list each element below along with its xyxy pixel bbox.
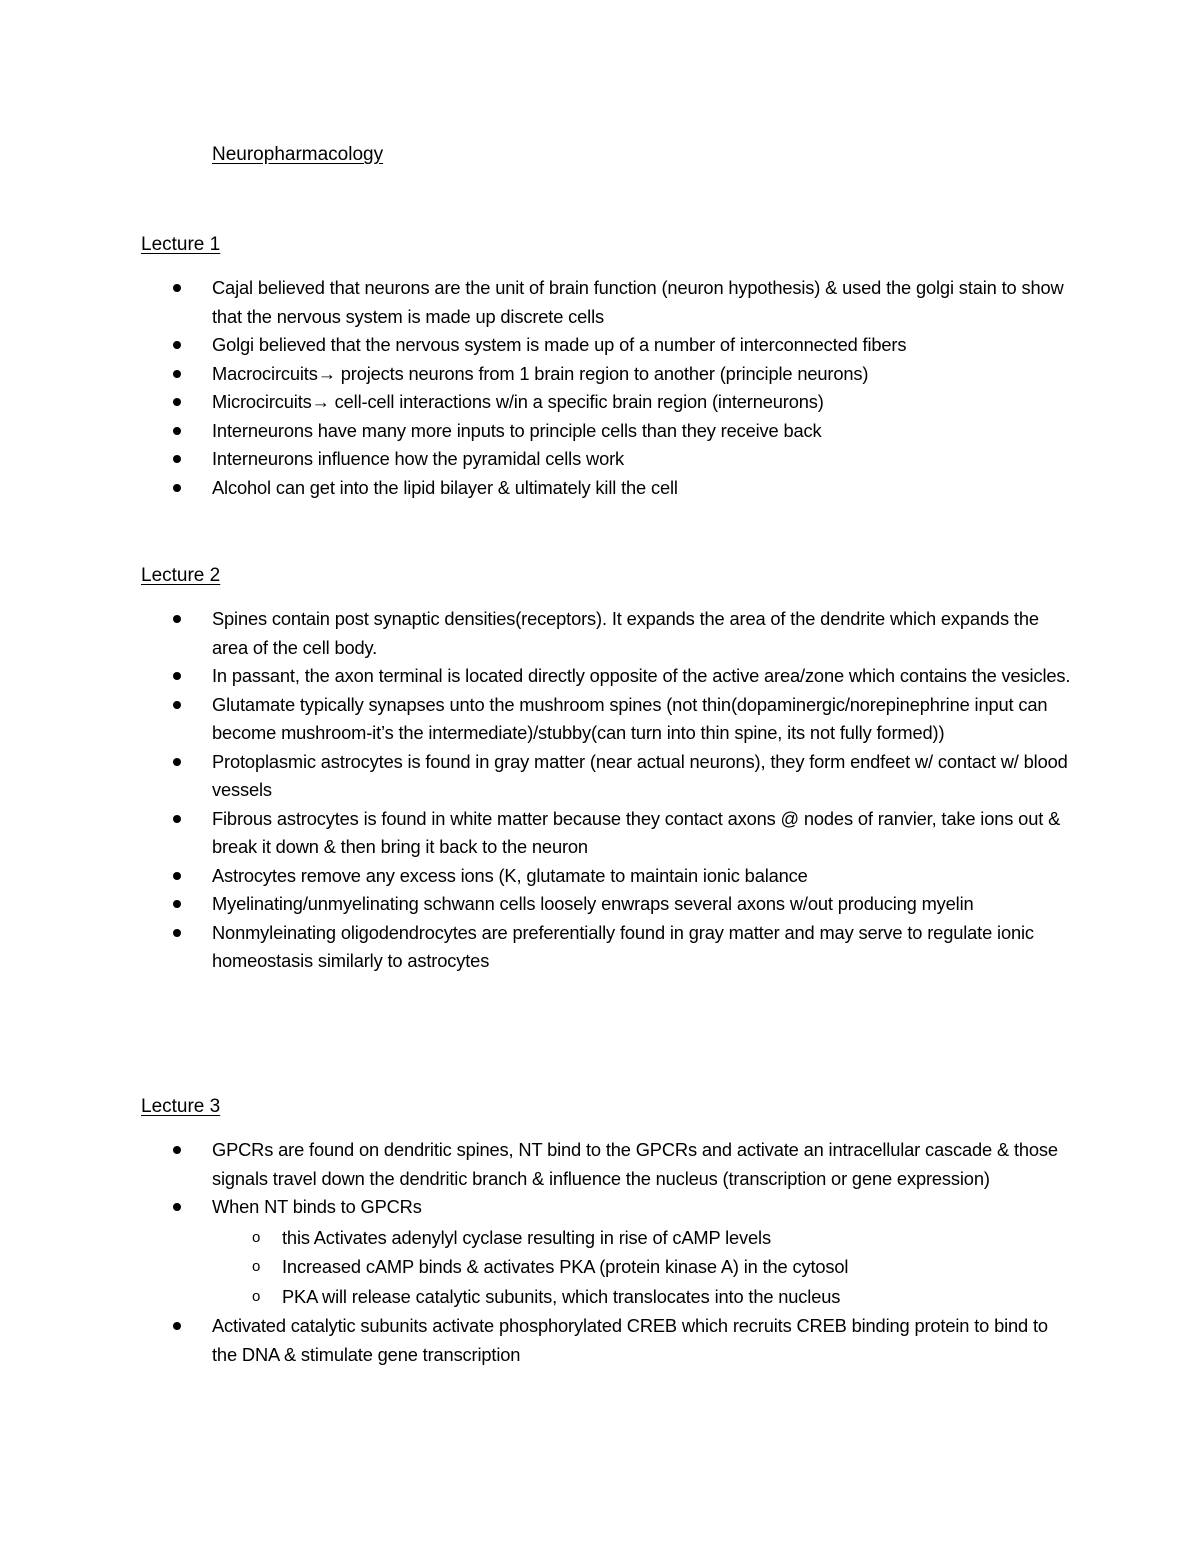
hollow-bullet-icon: o [252,1258,261,1275]
list-item-text: GPCRs are found on dendritic spines, NT bind to the GPCRs and activate an intracellular cascade & those signals travel down the dendritic branch & influence the nucleus (transcription or gene expression) [212,1139,1058,1189]
list-item-text: Myelinating/unmyelinating schwann cells loosely enwraps several axons w/out producing myelin [212,893,974,914]
sub-list-item-text: this Activates adenylyl cyclase resulting in rise of cAMP levels [282,1226,771,1248]
list-item [141,919,1071,976]
list-item [141,1312,1071,1369]
bullet-icon [173,872,181,880]
list-item-text: Microcircuits→ cell-cell interactions w/in a specific brain region (interneurons) [212,391,824,412]
list-item [141,274,1071,331]
bullet-list [141,274,1071,502]
bullet-icon [173,341,181,349]
bullet-icon [173,758,181,766]
list-item [141,417,1071,446]
list-item-text: Macrocircuits→ projects neurons from 1 brain region to another (principle neurons) [212,362,869,384]
bullet-icon [173,672,181,680]
sub-list-item [212,1282,1071,1312]
section-heading: Lecture 2 [141,565,221,586]
list-item-text: Spines contain post synaptic densities(receptors). It expands the area of the dendrite which expands the area of the cell body. [212,608,1039,658]
list-item [141,1136,1071,1193]
list-item-text: Protoplasmic astrocytes is found in gray matter (near actual neurons), they form endfeet w/ contact w/ blood vessels [212,750,1068,800]
list-item-text: Glutamate typically synapses unto the mushroom spines (not thin(dopaminergic/norepinephrine input can become mushroom-it’s the intermediate)/stubby(can turn into thin spine, its not fully formed)) [212,693,1048,743]
bullet-icon [173,900,181,908]
list-item [141,605,1071,662]
list-item-text: Alcohol can get into the lipid bilayer & ultimately kill the cell [212,476,678,498]
bullet-icon [173,1146,181,1154]
section-heading: Lecture 1 [141,234,221,255]
hollow-bullet-icon: o [252,1228,261,1246]
bullet-icon [173,455,181,463]
list-item [141,360,1071,389]
list-item-text: In passant, the axon terminal is located directly opposite of the active area/zone which contains the vesicles. [212,665,1071,686]
list-item-text: Fibrous astrocytes is found in white matter because they contact axons @ nodes of ranvier, take ions out & break it down & then bring it back to the neuron [212,807,1061,857]
bullet-icon [173,929,181,937]
list-item [141,805,1071,862]
list-item-text: Astrocytes remove any excess ions (K, glutamate to maintain ionic balance [212,864,808,886]
bullet-icon [173,815,181,823]
bullet-icon [173,398,181,406]
list-item-text: Nonmyleinating oligodendrocytes are preferentially found in gray matter and may serve to regulate ionic homeostasis similarly to astrocytes [212,921,1034,971]
sub-list [212,1223,1071,1312]
list-item-text: Interneurons influence how the pyramidal cells work [212,448,625,469]
list-item-text: When NT binds to GPCRs [212,1196,422,1217]
list-item [141,862,1071,891]
list-item [141,1193,1071,1311]
sub-list-item [212,1223,1071,1253]
hollow-bullet-icon: o [252,1287,261,1305]
sub-list-item-text: PKA will release catalytic subunits, which translocates into the nucleus [282,1285,841,1307]
bullet-icon [173,615,181,623]
sub-list-item-text: Increased cAMP binds & activates PKA (protein kinase A) in the cytosol [282,1256,849,1277]
bullet-icon [173,370,181,378]
document-title: Neuropharmacology [212,144,384,165]
list-item [141,890,1071,919]
bullet-icon [173,1322,181,1330]
list-item [141,474,1071,503]
list-item [141,691,1071,748]
sub-list-item [212,1252,1071,1282]
section-lecture-2 [141,562,1071,976]
list-item [141,331,1071,360]
section-heading: Lecture 3 [141,1096,221,1117]
list-item-text: Interneurons have many more inputs to principle cells than they receive back [212,419,822,441]
bullet-icon [173,284,181,292]
list-item-text: Cajal believed that neurons are the unit of brain function (neuron hypothesis) & used the golgi stain to show that the nervous system is made up discrete cells [212,277,1064,327]
bullet-list [141,1136,1071,1369]
bullet-icon [173,701,181,709]
list-item [141,445,1071,474]
section-lecture-1 [141,231,1071,502]
bullet-icon [173,484,181,492]
list-item-text: Golgi believed that the nervous system is made up of a number of interconnected fibers [212,334,907,355]
list-item [141,662,1071,691]
bullet-icon [173,1203,181,1211]
section-lecture-3 [141,1093,1071,1369]
list-item [141,748,1071,805]
list-item [141,388,1071,417]
bullet-icon [173,427,181,435]
list-item-text: Activated catalytic subunits activate phosphorylated CREB which recruits CREB binding protein to bind to the DNA & stimulate gene transcription [212,1315,1048,1365]
bullet-list [141,605,1071,976]
